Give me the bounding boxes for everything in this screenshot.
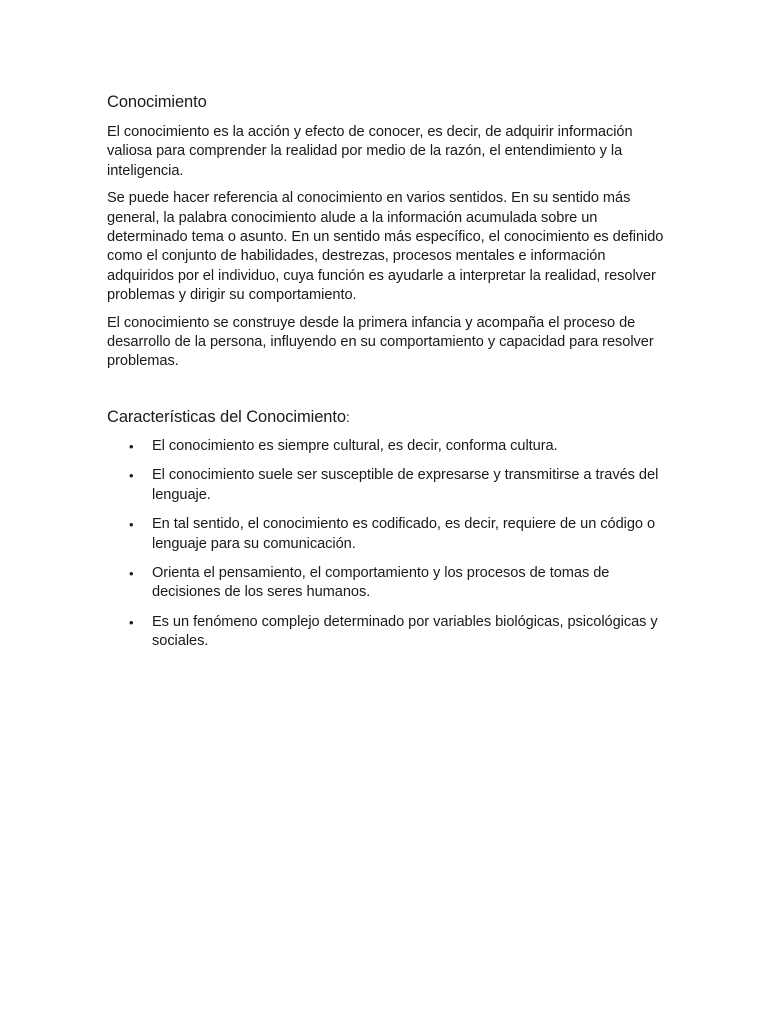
list-item [107, 613, 667, 652]
paragraph-construction: El conocimiento se construye desde la primera infancia y acompaña el proceso de desarrollo de la persona, influyendo en su comportamiento y capacidad para resolver problemas. [107, 314, 654, 370]
bullet-icon: • [129, 468, 134, 484]
list-item [107, 466, 667, 505]
bullet-icon: • [129, 614, 134, 630]
list-item [107, 515, 667, 554]
bullet-icon: • [129, 565, 134, 581]
section-title-conocimiento: Conocimiento [107, 93, 207, 111]
paragraph-senses: Se puede hacer referencia al conocimiento en varios sentidos. En su sentido más general, la palabra conocimiento alude a la información acumulada sobre un determinado tema o asunto. En un sentido más específico, el conocimiento es definido como el conjunto de habilidades, destrezas, procesos mentales e información adquiridos por el individuo, cuya función es ayudarle a interpretar la realidad, resolver problemas y dirigir su comportamiento. [107, 190, 664, 304]
bullet-icon: • [129, 517, 134, 533]
paragraph-definition: El conocimiento es la acción y efecto de conocer, es decir, de adquirir información valiosa para comprender la realidad por medio de la razón, el entendimiento y la inteligencia. [107, 124, 633, 179]
bullet-icon: • [129, 438, 134, 454]
list-item-text: El conocimiento suele ser susceptible de expresarse y transmitirse a través del lenguaje. [152, 467, 659, 503]
list-item-text: Orienta el pensamiento, el comportamiento y los procesos de tomas de decisiones de los seres humanos. [152, 564, 610, 601]
section-title-colon: : [345, 408, 350, 425]
list-item [107, 437, 667, 456]
list-item [107, 564, 667, 603]
document-content [107, 92, 667, 662]
section-title-caracteristicas [107, 407, 667, 428]
characteristics-list [107, 437, 667, 652]
section-title-text: Características del Conocimiento [107, 407, 346, 426]
list-item-text: Es un fenómeno complejo determinado por variables biológicas, psicológicas y sociales. [152, 613, 658, 650]
list-item-text: En tal sentido, el conocimiento es codificado, es decir, requiere de un código o lenguaje para su comunicación. [152, 516, 656, 552]
list-item-text: El conocimiento es siempre cultural, es decir, conforma cultura. [152, 437, 558, 454]
